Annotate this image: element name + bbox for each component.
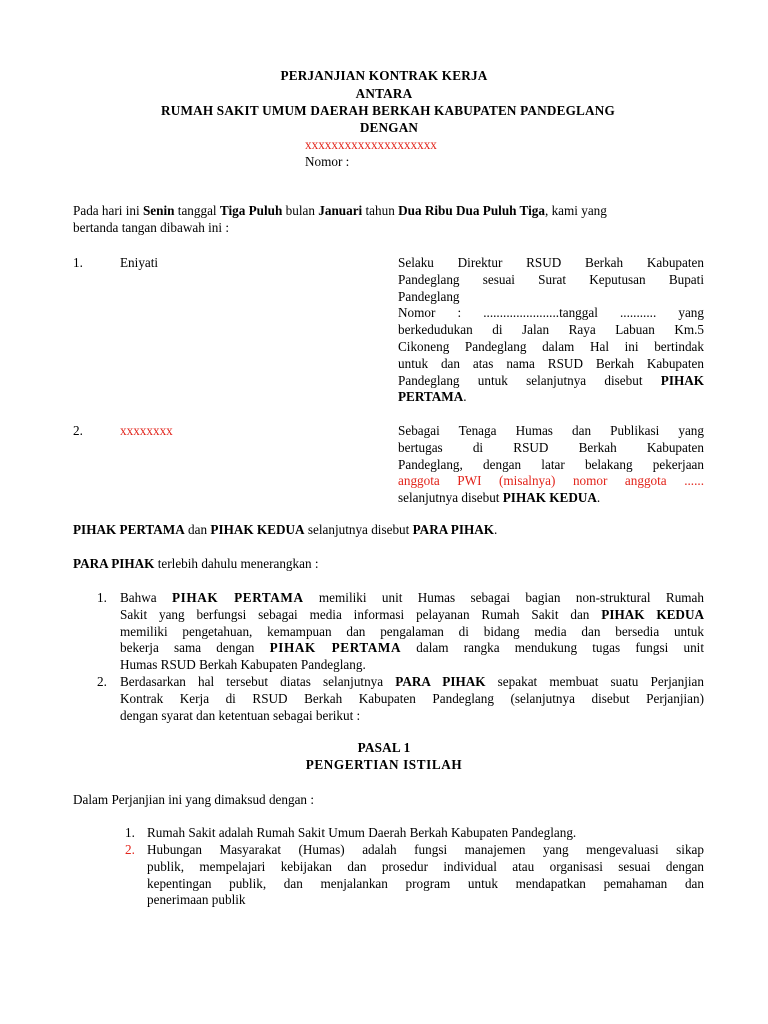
recital-2-number: 2. [97,674,107,689]
party-1-description: Selaku Direktur RSUD Berkah Kabupaten Pandeglang sesuai Surat Keputusan Bupati Pandeglang Nomor : .......................tanggal ........... yang berkedudukan di Jalan Raya Labuan Km.5 Cikoneng Pandeglang dalam Hal ini bertindak untuk dan atas nama RSUD Berkah Kabupaten Pandeglang untuk selanjutnya disebut PIHAK PERTAMA. [398,255,704,405]
party-1-role-a: PIHAK [660,372,704,388]
pasal-subtitle: PENGERTIAN ISTILAH [305,757,463,772]
definition-2-text: Hubungan Masyarakat (Humas) adalah fungsi manajemen yang mengevaluasi sikap publik, mempelajari kebijakan dan prosedur individual atau organisasi sesuai dengan kepentingan publik, dan menjalankan program untuk mendapatkan pemahaman dan penerimaan publik [147,842,704,908]
intro-day: Senin [142,203,175,218]
recital-1-number: 1. [97,590,107,605]
party-2-role: PIHAK KEDUA [502,490,597,506]
party-2-description: Sebagai Tenaga Humas dan Publikasi yang bertugas di RSUD Berkah Kabupaten Pandeglang, dengan latar belakang pekerjaan anggota PWI (misalnya) nomor anggota ...... selanjutnya disebut PIHAK KEDUA. [398,423,704,506]
intro-month: Januari [318,203,363,218]
title-line-1: PERJANJIAN KONTRAK KERJA [280,68,488,83]
intro-line-2: bertanda tangan dibawah ini : [73,220,229,235]
party-2-number: 2. [73,423,83,438]
title-line-4: DENGAN [359,120,419,135]
title-line-3: RUMAH SAKIT UMUM DAERAH BERKAH KABUPATEN PANDEGLANG [161,103,615,118]
definition-1-number: 1. [125,825,135,840]
menerangkan-line: PARA PIHAK terlebih dahulu menerangkan : [73,556,319,571]
party-1-number: 1. [73,255,83,270]
party-1-role-b: PERTAMA [398,389,464,405]
para-pihak-statement: PIHAK PERTAMA dan PIHAK KEDUA selanjutnya disebut PARA PIHAK. [73,522,498,537]
pasal-intro: Dalam Perjanjian ini yang dimaksud dengan : [73,792,314,807]
party-1-name: Eniyati [120,255,159,270]
placeholder-party-name: xxxxxxxxxxxxxxxxxxxx [305,137,437,152]
title-line-2: ANTARA [355,86,413,101]
definition-2-number: 2. [125,842,135,857]
party-2-name: xxxxxxxx [120,423,173,438]
pasal-title: PASAL 1 [357,740,411,755]
intro-date: Tiga Puluh [219,203,283,218]
recital-2-text: Berdasarkan hal tersebut diatas selanjutnya PARA PIHAK sepakat membuat suatu Perjanjian Kontrak Kerja di RSUD Berkah Kabupaten Pandeglang (selanjutnya disebut Perjanjian) dengan syarat dan ketentuan sebagai berikut : [120,674,704,723]
party-2-red-line: anggota PWI (misalnya) nomor anggota ...... [398,473,704,489]
document-number-label: Nomor : [305,154,350,169]
intro-year: Dua Ribu Dua Puluh Tiga [398,203,545,218]
definition-1-text: Rumah Sakit adalah Rumah Sakit Umum Daerah Berkah Kabupaten Pandeglang. [147,825,577,840]
recital-1-text: Bahwa PIHAK PERTAMA memiliki unit Humas sebagai bagian non-struktural Rumah Sakit yang berfungsi sebagai media informasi pelayanan Rumah Sakit dan PIHAK KEDUA memiliki pengetahuan, kemampuan dan pengalaman di bidang media dan bersedia untuk bekerja sama dengan PIHAK PERTAMA dalam rangka mendukung tugas fungsi unit Humas RSUD Berkah Kabupaten Pandeglang. [120,590,705,673]
intro-line-1: Pada hari ini Senin tanggal Tiga Puluh bulan Januari tahun Dua Ribu Dua Puluh Tiga, kami yang [73,203,607,218]
